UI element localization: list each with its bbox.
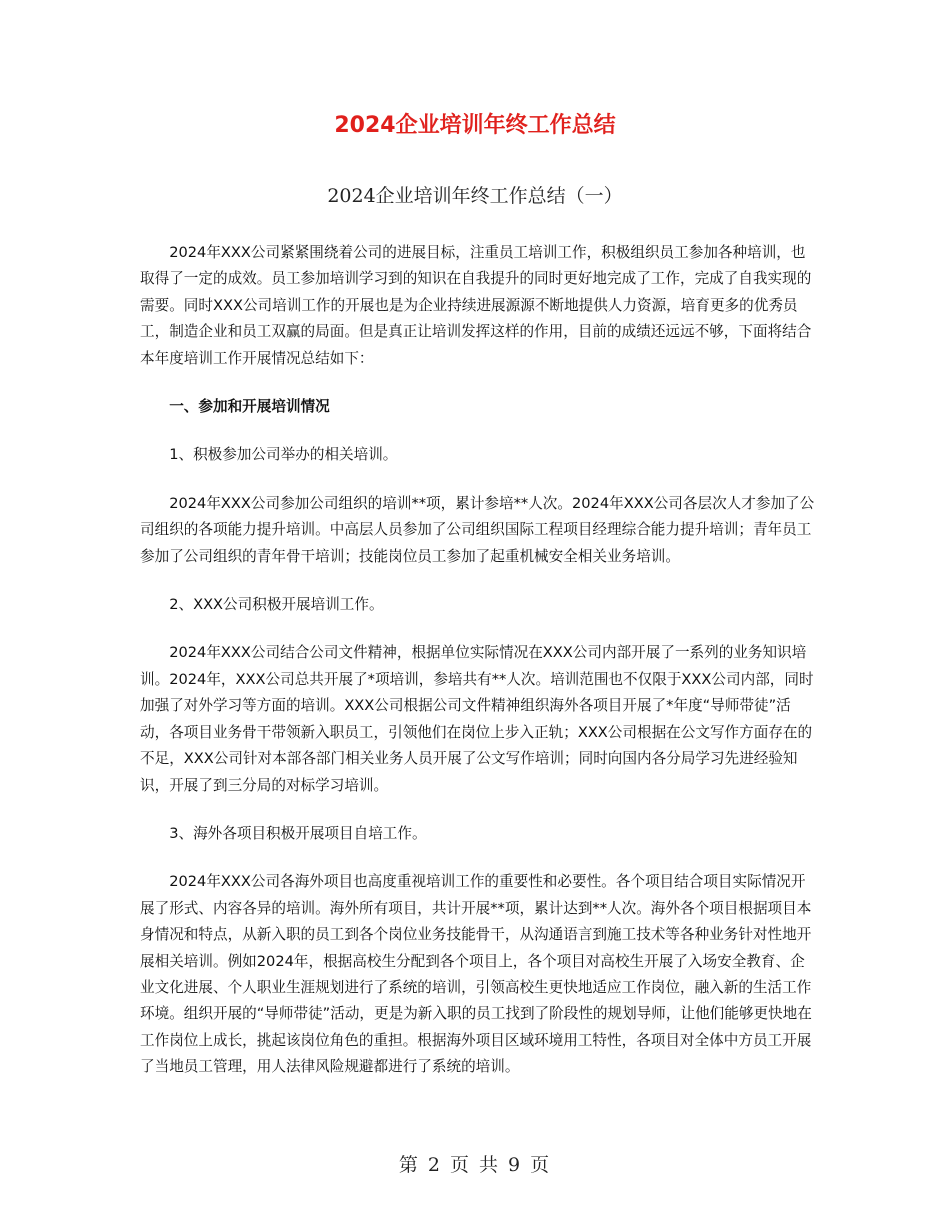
paragraph-3: 2024年XXX公司各海外项目也高度重视培训工作的重要性和必要性。各个项目结合项目实际情况开展了形式、内容各异的培训。海外所有项目，共计开展**项，累计达到**人次。海外各个项目根据项目本身情况和特点，从新入职的员工到各个岗位业务技能骨干，从沟通语言到施工技术等各种业务针对性地开展相关培训。例如2024年，根据高校生分配到各个项目上，各个项目对高校生开展了入场安全教育、企业文化进展、个人职业生涯规划进行了系统的培训，引领高校生更快地适应工作岗位，融入新的生活工作环境。组织开展的“导师带徒”活动，更是为新入职的员工找到了阶段性的规划导师，让他们能够更快地在工作岗位上成长，挑起该岗位角色的重担。根据海外项目区域环境用工特性，各项目对全体中方员工开展了当地员工管理，用人法律风险规避都进行了系统的培训。 — [140, 873, 812, 1076]
paragraph-1: 2024年XXX公司参加公司组织的培训**项，累计参培**人次。2024年XXX公司各层次人才参加了公司组织的各项能力提升培训。中高层人员参加了公司组织国际工程项目经理综合能力提升培训；青年员工参加了公司组织的青年骨干培训；技能岗位员工参加了起重机械安全相关业务培训。 — [140, 494, 815, 565]
paragraph-intro: 2024年XXX公司紧紧围绕着公司的进展目标，注重员工培训工作，积极组织员工参加各种培训，也取得了一定的成效。员工参加培训学习到的知识在自我提升的同时更好地完成了工作，完成了自我实现的需要。同时XXX公司培训工作的开展也是为企业持续进展源源不断地提供人力资源，培育更多的优秀员工，制造企业和员工双赢的局面。但是真正让培训发挥这样的作用，目前的成绩还远远不够，下面将结合本年度培训工作开展情况总结如下： — [140, 244, 812, 367]
subheading-2: 2、XXX公司积极开展培训工作。 — [169, 596, 384, 614]
heading-training-overview: 一、参加和开展培训情况 — [169, 398, 330, 416]
paragraph-2: 2024年XXX公司结合公司文件精神，根据单位实际情况在XXX公司内部开展了一系列的业务知识培训。2024年，XXX公司总共开展了*项培训，参培共有**人次。培训范围也不仅限于XXX公司内部，同时加强了对外学习等方面的培训。XXX公司根据公司文件精神组织海外各项目开展了*年度“导师带徒”活动，各项目业务骨干带领新入职员工，引领他们在岗位上步入正轨；XXX公司根据在公文写作方面存在的不足，XXX公司针对本部各部门相关业务人员开展了公文写作培训；同时向国内各分局学习先进经验知识，开展了到三分局的对标学习培训。 — [140, 644, 814, 794]
subheading-3: 3、海外各项目积极开展项目自培工作。 — [169, 824, 427, 842]
document-title: 2024企业培训年终工作总结 — [334, 113, 616, 138]
page-number-footer: 第 2 页 共 9 页 — [398, 1154, 552, 1176]
document-body — [140, 240, 816, 1081]
subheading-1: 1、积极参加公司举办的相关培训。 — [169, 446, 398, 464]
section-subtitle: 2024企业培训年终工作总结（一） — [327, 185, 623, 207]
